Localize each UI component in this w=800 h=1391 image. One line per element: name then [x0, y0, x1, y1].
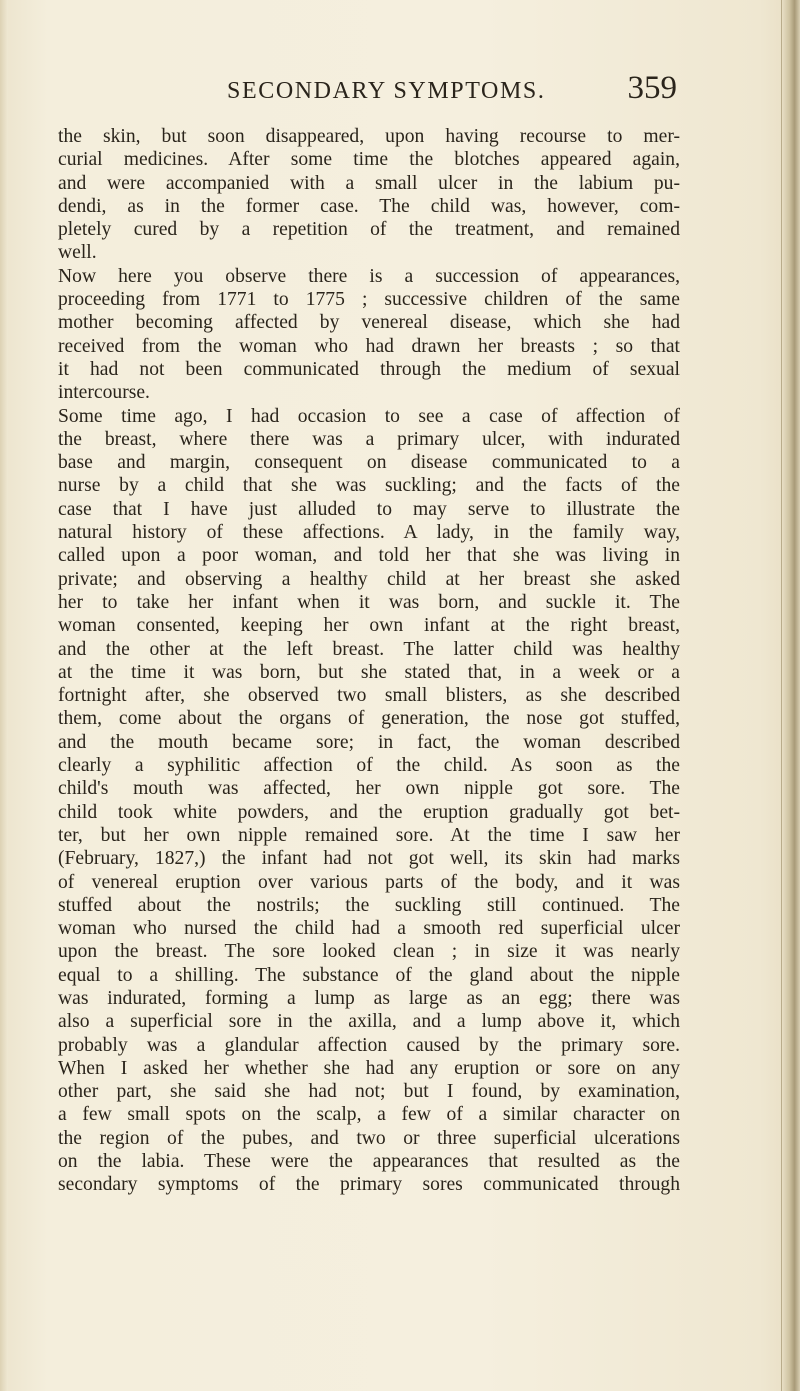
text-line: child's mouth was affected, her own nipple got sore. The	[58, 778, 680, 800]
text-line: the skin, but soon disappeared, upon having recourse to mer-	[58, 126, 680, 147]
text-line: the region of the pubes, and two or three superficial ulcerations	[58, 1127, 680, 1149]
text-line: upon the breast. The sore looked clean ; in size it was nearly	[58, 941, 680, 963]
text-line: them, come about the organs of generation, the nose got stuffed,	[58, 708, 680, 730]
text-line: her to take her infant when it was born, and suckle it. The	[58, 591, 680, 613]
text-line: well.	[58, 242, 97, 264]
text-line: (February, 1827,) the infant had not got well, its skin had marks	[58, 848, 680, 870]
text-line: stuffed about the nostrils; the suckling still continued. The	[58, 894, 680, 916]
page-header	[227, 72, 677, 112]
text-line: proceeding from 1771 to 1775 ; successive children of the same	[58, 289, 680, 311]
body-text	[58, 125, 680, 1197]
text-line: at the time it was born, but she stated that, in a week or a	[58, 661, 680, 683]
text-line: fortnight after, she observed two small blisters, as she described	[58, 685, 680, 707]
text-line: base and margin, consequent on disease communicated to a	[58, 452, 680, 474]
text-line: private; and observing a healthy child at her breast she asked	[58, 568, 680, 590]
text-line: received from the woman who had drawn her breasts ; so that	[58, 335, 680, 357]
text-line: a few small spots on the scalp, a few of a similar character on	[58, 1104, 680, 1126]
text-line: woman consented, keeping her own infant at the right breast,	[58, 615, 680, 637]
book-spine-edge	[781, 0, 800, 1391]
text-line: nurse by a child that she was suckling; and the facts of the	[58, 475, 680, 497]
text-line: curial medicines. After some time the blotches appeared again,	[58, 149, 680, 171]
page-left-edge	[0, 0, 8, 1391]
text-line: the breast, where there was a primary ulcer, with indurated	[58, 428, 680, 450]
text-line: probably was a glandular affection caused by the primary sore.	[58, 1034, 680, 1056]
text-line: on the labia. These were the appearances that resulted as the	[58, 1151, 680, 1173]
text-line: ter, but her own nipple remained sore. At the time I saw her	[58, 824, 680, 846]
text-line: dendi, as in the former case. The child was, however, com-	[58, 195, 680, 217]
text-line: it had not been communicated through the medium of sexual	[58, 358, 680, 380]
text-line: case that I have just alluded to may serve to illustrate the	[58, 498, 680, 520]
text-line: and the mouth became sore; in fact, the woman described	[58, 731, 680, 753]
running-head: SECONDARY SYMPTOMS.	[227, 78, 546, 104]
text-line: Some time ago, I had occasion to see a case of affection of	[58, 405, 680, 427]
text-line: When I asked her whether she had any eruption or sore on any	[58, 1057, 680, 1079]
text-line: natural history of these affections. A lady, in the family way,	[58, 522, 680, 544]
text-line: child took white powders, and the eruption gradually got bet-	[58, 801, 680, 823]
text-line: was indurated, forming a lump as large as an egg; there was	[58, 987, 680, 1009]
text-line: and were accompanied with a small ulcer in the labium pu-	[58, 172, 680, 194]
text-line: called upon a poor woman, and told her that she was living in	[58, 545, 680, 567]
text-line: equal to a shilling. The substance of the gland about the nipple	[58, 964, 680, 986]
text-line: woman who nursed the child had a smooth red superficial ulcer	[58, 918, 680, 940]
text-line: secondary symptoms of the primary sores communicated through	[58, 1174, 680, 1196]
text-line: intercourse.	[58, 382, 150, 404]
text-line: clearly a syphilitic affection of the child. As soon as the	[58, 755, 680, 777]
text-line: other part, she said she had not; but I found, by examination,	[58, 1081, 680, 1103]
text-line: Now here you observe there is a succession of appearances,	[58, 265, 680, 287]
text-line: also a superficial sore in the axilla, and a lump above it, which	[58, 1011, 680, 1033]
text-line: mother becoming affected by venereal disease, which she had	[58, 312, 680, 334]
text-line: and the other at the left breast. The latter child was healthy	[58, 638, 680, 660]
page-number: 359	[627, 70, 677, 106]
text-line: of venereal eruption over various parts of the body, and it was	[58, 871, 680, 893]
text-line: pletely cured by a repetition of the treatment, and remained	[58, 219, 680, 241]
